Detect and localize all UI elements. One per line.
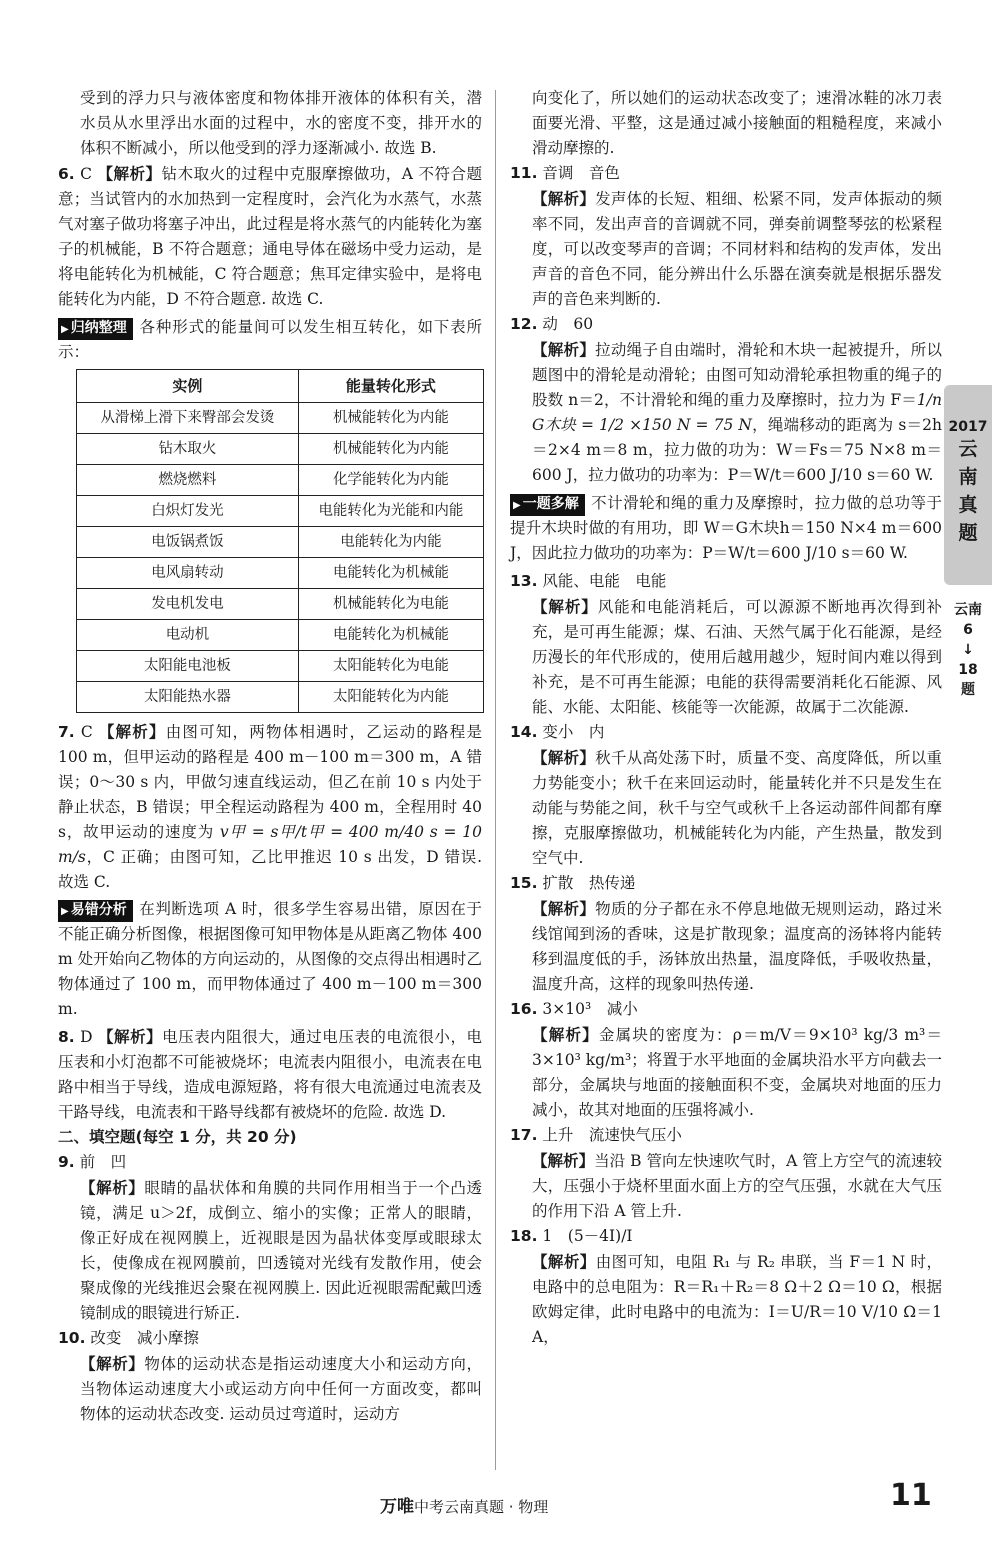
table-header-example: 实例 bbox=[77, 370, 299, 403]
footer bbox=[0, 1488, 1000, 1518]
question-11: 11. 音调 音色 bbox=[510, 164, 620, 182]
footer-title: 中考云南真题 · 物理 bbox=[414, 1498, 549, 1516]
question-13-analysis: 【解析】风能和电能消耗后，可以源源不断地再次得到补充，是可再生能源；煤、石油、天然气属于化石能源，是经历漫长的年代形成的，使用后越用越少，短时间内难以得到补充，是不可再生能源；电能的获得需要消耗化石能源、风能、水能、太阳能、核能等一次能源，故属于二次能源. bbox=[532, 597, 942, 716]
question-17-analysis: 【解析】当沿 B 管向左快速吹气时，A 管上方空气的流速较大，压强小于烧杯里面水面上方的空气压强，水就在大气压的作用下沿 A 管上升. bbox=[532, 1151, 942, 1220]
paragraph-continued: 受到的浮力只与液体密度和物体排开液体的体积有关，潜水员从水里浮出水面的过程中，水的密度不变，排开水的体积不断减小，所以他受到的浮力逐渐减小. 故选 B. bbox=[80, 89, 482, 157]
table-row: 燃烧燃料 化学能转化为内能 bbox=[77, 465, 484, 496]
question-9: 9. 前 凹 bbox=[58, 1153, 127, 1171]
table-row: 太阳能电池板 太阳能转化为电能 bbox=[77, 651, 484, 682]
multi-solution-note: ▶ 一题多解 不计滑轮和绳的重力及摩擦时，拉力做的总功等于提升木块时做的有用功，即 W＝G木块h＝150 N×4 m＝600 J，因此拉力做功的功率为：P＝W/t＝600 J/10 s＝60 W. bbox=[510, 491, 942, 566]
left-column bbox=[58, 86, 482, 1427]
speed-formula: v甲 = s甲/t甲 = 400 m/40 s = 10 m/s bbox=[58, 823, 482, 866]
publisher-logo: 万唯 bbox=[380, 1497, 414, 1517]
error-label: ▶ 易错分析 bbox=[58, 900, 133, 922]
question-6: 6. C 【解析】钻木取火的过程中克服摩擦做功，A 不符合题意；当试管内的水加热到一定程度时，会汽化为水蒸气，水蒸气对塞子做功将塞子冲出，此过程是将水蒸气的内能转化为塞子的机械能，B 不符合题意；通电导体在磁场中受力运动，是将电能转化为机械能，C 符合题意；焦耳定律实验中，是将电能转化为内能，D 不符合题意. 故选 C. bbox=[58, 164, 482, 308]
question-14: 14. 变小 内 bbox=[510, 723, 605, 741]
table-row: 发电机发电 机械能转化为电能 bbox=[77, 589, 484, 620]
question-15: 15. 扩散 热传递 bbox=[510, 874, 636, 892]
question-18-analysis: 【解析】由图可知，电阻 R₁ 与 R₂ 串联，当 F＝1 N 时，电路中的总电阻为：R＝R₁＋R₂＝8 Ω＋2 Ω＝10 Ω，根据欧姆定律，此时电路中的电流为：I＝U/R＝10 V/10 Ω＝1 A， bbox=[532, 1252, 942, 1346]
side-range: 云南 6 ↓ 18 题 bbox=[944, 600, 992, 700]
question-10: 10. 改变 减小摩擦 bbox=[58, 1329, 199, 1347]
question-16: 16. 3×10³ 减小 bbox=[510, 1000, 638, 1018]
table-row: 电动机 电能转化为机械能 bbox=[77, 620, 484, 651]
question-12: 12. 动 60 bbox=[510, 315, 594, 333]
down-arrow-icon: ↓ bbox=[962, 642, 974, 658]
summary-label: ▶ 归纳整理 bbox=[58, 318, 133, 340]
question-18: 18. 1 (5－4I)/I bbox=[510, 1227, 633, 1245]
table-row: 从滑梯上滑下来臀部会发烫 机械能转化为内能 bbox=[77, 403, 484, 434]
question-8: 8. D 【解析】电压表内阻很大，通过电压表的电流很小，电压表和小灯泡都不可能被烧坏；电流表内阻很小，电流表在电路中相当于导线，造成电源短路，将有很大电流通过电流表及干路导线，电流表和干路导线都有被烧坏的危险. 故选 D. bbox=[58, 1027, 482, 1121]
side-tab: 2017 云 南 真 题 bbox=[944, 385, 992, 585]
question-15-analysis: 【解析】物质的分子都在永不停息地做无规则运动，路过米线馆闻到汤的香味，这是扩散现象；温度高的汤钵将内能转移到温度低的手，汤钵放出热量，温度降低，手吸收热量，温度升高，这样的现象叫热传递. bbox=[532, 899, 942, 993]
question-11-analysis: 【解析】发声体的长短、粗细、松紧不同，发声体振动的频率不同，发出声音的音调就不同，弹奏前调整琴弦的松紧程度，可以改变琴声的音调；不同材料和结构的发声体，发出声音的音色不同，能分辨出什么乐器在演奏就是根据乐器发声的音色来判断的. bbox=[532, 189, 942, 308]
force-formula: 1/n G木块 = 1/2 ×150 N = 75 N bbox=[532, 391, 942, 434]
question-7: 7. C 【解析】由图可知，两物体相遇时，乙运动的路程是 100 m，但甲运动的路程是 400 m－100 m＝300 m，A 错误；0～30 s 内，甲做匀速直线运动，但乙在前 10 s 内处于静止状态，B 错误；甲全程运动路程为 400 m，全程用时 40 s，故甲运动的速度为 v甲 = s甲/t甲 = 400 m/40 s = 10 m/s，C 正确；由图可知，乙比甲推迟 10 s 出发，D 错误. 故选 C. bbox=[58, 722, 482, 891]
column-divider bbox=[495, 90, 496, 1470]
paragraph-continued: 向变化了，所以她们的运动状态改变了；速滑冰鞋的冰刀表面要光滑、平整，这是通过减小接触面的粗糙程度，来减小滑动摩擦的. bbox=[532, 89, 942, 157]
question-9-analysis: 【解析】眼睛的晶状体和角膜的共同作用相当于一个凸透镜，满足 u＞2f，成倒立、缩小的实像；正常人的眼睛，像正好成在视网膜上，近视眼是因为晶状体变厚或眼球太长，使像成在视网膜前，凹透镜对光线有发散作用，使会聚成像的光线推迟会聚在视网膜上. 因此近视眼需配戴凹透镜制成的眼镜进行矫正. bbox=[80, 1178, 482, 1322]
summary-note: ▶ 归纳整理 各种形式的能量间可以发生相互转化，如下表所示： bbox=[58, 315, 482, 365]
table-row: 电风扇转动 电能转化为机械能 bbox=[77, 558, 484, 589]
table-header-form: 能量转化形式 bbox=[298, 370, 483, 403]
error-analysis-note: ▶ 易错分析 在判断选项 A 时，很多学生容易出错，原因在于不能正确分析图像，根据图像可知甲物体是从距离乙物体 400 m 处开始向乙物体的方向运动的，从图像的交点得出相遇时乙物体通过了 100 m，而甲物体通过了 400 m－100 m＝300 m. bbox=[58, 897, 482, 1022]
question-10-analysis: 【解析】物体的运动状态是指运动速度大小和运动方向，当物体运动速度大小或运动方向中任何一方面改变，都叫物体的运动状态改变. 运动员过弯道时，运动方 bbox=[80, 1354, 482, 1423]
table-row: 电饭锅煮饭 电能转化为内能 bbox=[77, 527, 484, 558]
question-13: 13. 风能、电能 电能 bbox=[510, 572, 667, 590]
table-row: 太阳能热水器 太阳能转化为内能 bbox=[77, 682, 484, 713]
side-year: 2017 bbox=[948, 419, 988, 435]
question-12-analysis: 【解析】拉动绳子自由端时，滑轮和木块一起被提升，所以题图中的滑轮是动滑轮；由图可知动滑轮承担物重的绳子的股数 n＝2，不计滑轮和绳的重力及摩擦时，拉力为 F＝1/n G木块 = 1/2 ×150 N = 75 N，绳端移动的距离为 s＝2h＝2×4 m＝8 m，拉力做的功为：W＝Fs＝75 N×8 m＝600 J，拉力做功的功率为：P＝W/t＝600 J/10 s＝60 W. bbox=[532, 340, 942, 484]
table-row: 白炽灯发光 电能转化为光能和内能 bbox=[77, 496, 484, 527]
section-heading: 二、填空题(每空 1 分，共 20 分) bbox=[58, 1128, 297, 1146]
question-17: 17. 上升 流速快气压小 bbox=[510, 1126, 682, 1144]
multi-solution-label: ▶ 一题多解 bbox=[510, 494, 585, 516]
question-14-analysis: 【解析】秋千从高处荡下时，质量不变、高度降低，所以重力势能变小；秋千在来回运动时，能量转化并不只是发生在动能与势能之间，秋千与空气或秋千上各运动部件间都有摩擦，克服摩擦做功，机械能转化为内能，产生热量，散发到空气中. bbox=[532, 748, 942, 867]
right-column bbox=[510, 86, 942, 1350]
page-number: 11 bbox=[890, 1478, 932, 1513]
energy-table bbox=[76, 369, 484, 713]
question-16-analysis: 【解析】金属块的密度为：ρ＝m/V＝9×10³ kg/3 m³＝3×10³ kg/m³；将置于水平地面的金属块沿水平方向截去一部分，金属块与地面的接触面积不变，金属块对地面的压力减小，故其对地面的压强将减小. bbox=[532, 1025, 942, 1119]
table-row: 钻木取火 机械能转化为内能 bbox=[77, 434, 484, 465]
